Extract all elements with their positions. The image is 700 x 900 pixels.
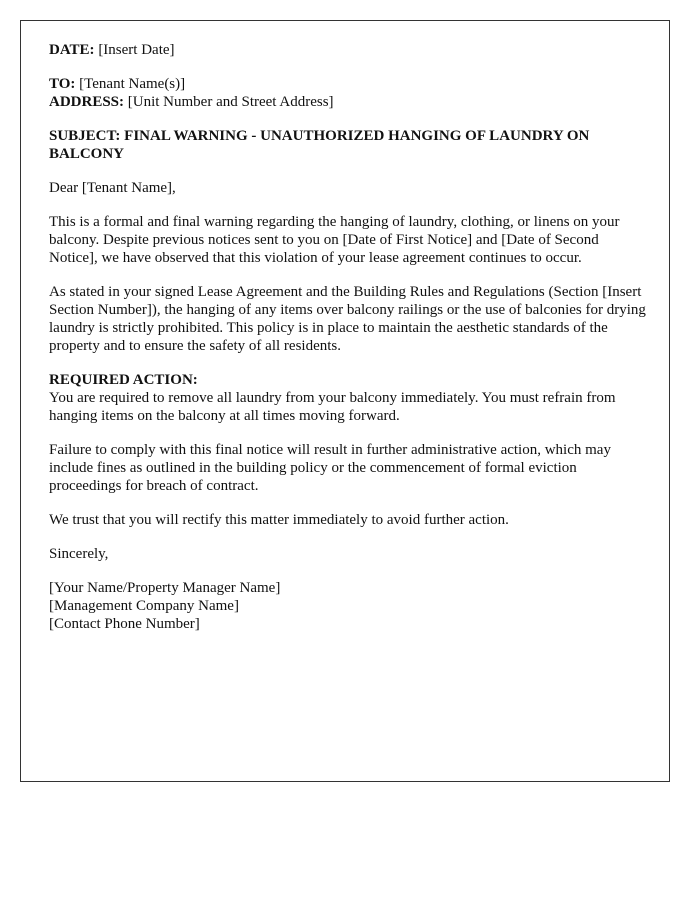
address-line	[49, 93, 649, 111]
paragraph-closing-remark: We trust that you will rectify this matter immediately to avoid further action.	[49, 512, 509, 528]
signature-phone: [Contact Phone Number]	[49, 616, 200, 632]
signature-name: [Your Name/Property Manager Name]	[49, 580, 281, 596]
to-label: TO:	[49, 76, 76, 92]
date-line	[49, 41, 649, 59]
salutation: Dear [Tenant Name],	[49, 180, 176, 196]
paragraph-warning: This is a formal and final warning regarding the hanging of laundry, clothing, or linens on your balcony. Despite previous notices sent to you on [Date of First Notice] and [Date of Second Notice], we have observed that this violation of your lease agreement continues to occur.	[49, 214, 620, 266]
signature-company: [Management Company Name]	[49, 598, 239, 614]
to-value: [Tenant Name(s)]	[75, 76, 186, 92]
address-label: ADDRESS:	[49, 94, 125, 110]
subject-line: SUBJECT: FINAL WARNING - UNAUTHORIZED HANGING OF LAUNDRY ON BALCONY	[49, 128, 590, 162]
to-line	[49, 75, 649, 93]
recipient-block	[49, 75, 649, 111]
address-value: [Unit Number and Street Address]	[124, 94, 334, 110]
required-action-block	[49, 371, 649, 425]
date-value: [Insert Date]	[94, 42, 175, 58]
date-label: DATE:	[49, 42, 95, 58]
signature-block	[49, 579, 649, 633]
paragraph-policy: As stated in your signed Lease Agreement and the Building Rules and Regulations (Section [Insert Section Number]), the hanging of any items over balcony railings or the use of balconies for drying laundry is strictly prohibited. This policy is in place to maintain the aesthetic standards of the property and to ensure the safety of all residents.	[49, 284, 646, 354]
required-action-heading: REQUIRED ACTION:	[49, 372, 198, 388]
paragraph-consequences: Failure to comply with this final notice will result in further administrative action, which may include fines as outlined in the building policy or the commencement of formal eviction proceedings for breach of contract.	[49, 442, 611, 494]
letter-page	[20, 20, 670, 782]
required-action-text: You are required to remove all laundry from your balcony immediately. You must refrain from hanging items on the balcony at all times moving forward.	[49, 390, 616, 424]
closing: Sincerely,	[49, 546, 109, 562]
